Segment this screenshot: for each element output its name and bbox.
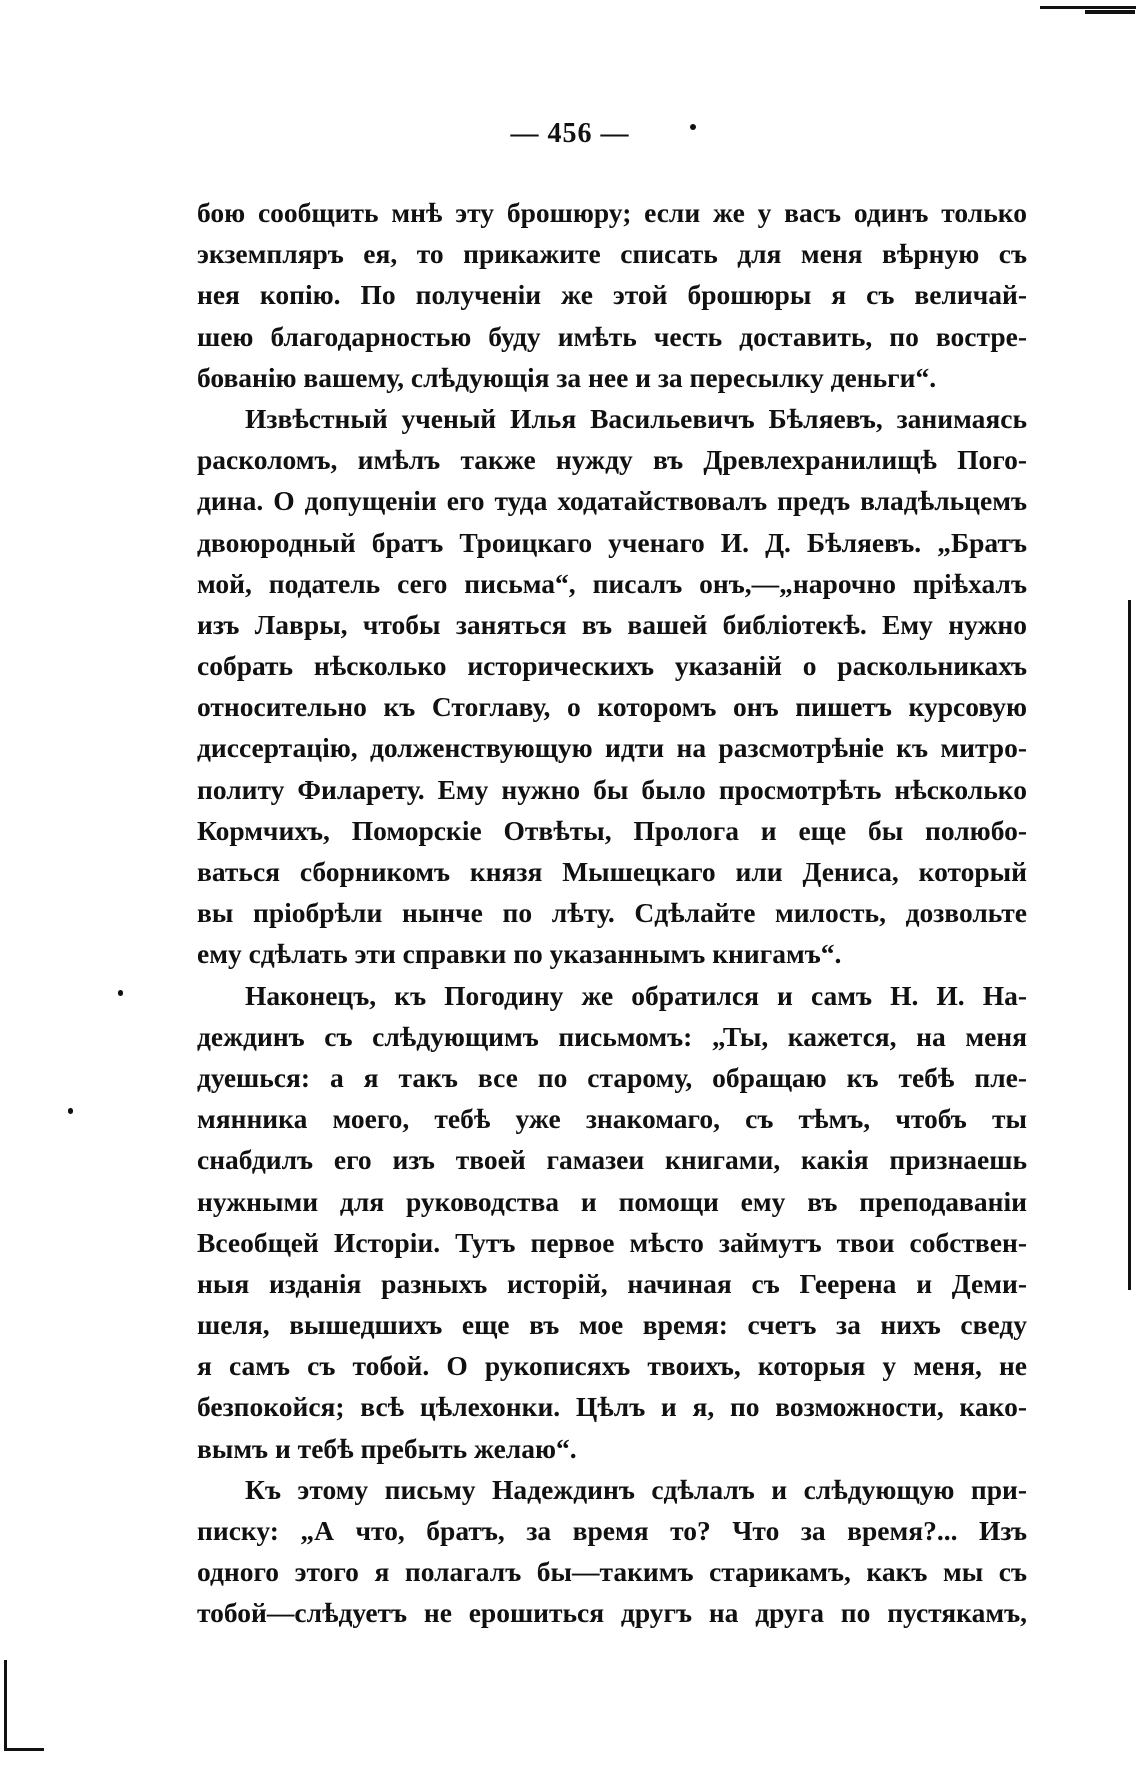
text-line: Наконецъ, къ Погодину же обратился и самъ Н. И. На- xyxy=(245,979,1027,1011)
text-line: безпокойся; всѣ цѣлехонки. Цѣлъ и я, по возможности, како- xyxy=(197,1391,1027,1423)
text-line: Къ этому письму Надеждинъ сдѣлалъ и слѣдующую при- xyxy=(245,1473,1027,1505)
text-line: тобой—слѣдуетъ не ерошиться другъ на друга по пустякамъ, xyxy=(197,1597,1027,1629)
text-line: ему сдѣлать эти справки по указаннымъ книгамъ“. xyxy=(197,938,842,970)
text-line: Извѣстный ученый Илья Васильевичъ Бѣляевъ, занимаясь xyxy=(245,402,1027,434)
text-line: расколомъ, имѣлъ также нужду въ Древлехранилищѣ Пого- xyxy=(197,444,1027,476)
text-line: Кормчихъ, Поморскіе Отвѣты, Пролога и еще бы полюбо- xyxy=(197,814,1027,846)
text-line: вымъ и тебѣ пребыть желаю“. xyxy=(197,1432,577,1464)
scan-dot xyxy=(68,1108,73,1114)
text-line: деждинъ съ слѣдующимъ письмомъ: „Ты, кажется, на меня xyxy=(197,1020,1027,1052)
text-line: относительно къ Стоглаву, о которомъ онъ пишетъ курсовую xyxy=(197,691,1027,723)
text-line: ныя изданія разныхъ исторій, начиная съ Геерена и Деми- xyxy=(197,1267,1027,1299)
text-line: Всеобщей Исторіи. Тутъ первое мѣсто займутъ твои собствен- xyxy=(197,1226,1027,1258)
text-line: писку: „А что, братъ, за время то? Что за время?... Изъ xyxy=(197,1515,1027,1546)
scan-dot xyxy=(118,990,123,996)
text-line: бою сообщить мнѣ эту брошюру; если же у васъ одинъ только xyxy=(197,197,1027,228)
text-line: бованію вашему, слѣдующія за нее и за пересылку деньги“. xyxy=(197,361,937,393)
text-line: дуешься: а я такъ все по старому, обращаю къ тебѣ пле- xyxy=(197,1061,1027,1093)
text-line: я самъ съ тобой. О рукописяхъ твоихъ, которыя у меня, не xyxy=(197,1350,1027,1382)
scan-edge-bottom-left-h xyxy=(4,1748,44,1751)
text-line: дина. О допущеніи его туда ходатайствовалъ предъ владѣльцемъ xyxy=(197,485,1027,517)
text-line: политу Филарету. Ему нужно бы было просмотрѣть нѣсколько xyxy=(197,773,1027,805)
text-line: мянника моего, тебѣ уже знакомаго, съ тѣмъ, чтобъ ты xyxy=(197,1103,1027,1135)
scan-edge-top-right xyxy=(1040,6,1136,9)
text-line: ваться сборникомъ князя Мышецкаго или Дениса, который xyxy=(197,856,1027,887)
scan-edge-right xyxy=(1128,600,1131,1290)
text-line: изъ Лавры, чтобы заняться въ вашей библіотекѣ. Ему нужно xyxy=(197,608,1027,640)
text-line: нужными для руководства и помощи ему въ преподаваніи xyxy=(197,1185,1027,1217)
text-line: снабдилъ его изъ твоей гамазеи книгами, какія признаешь xyxy=(197,1144,1027,1176)
body-text xyxy=(197,192,1027,1634)
text-line: экземпляръ ея, то прикажите списать для меня вѣрную съ xyxy=(197,238,1027,270)
text-line: собрать нѣсколько историческихъ указаній о раскольникахъ xyxy=(197,650,1027,682)
text-line: нея копію. По полученіи же этой брошюры я съ величай- xyxy=(197,279,1027,311)
text-line: одного этого я полагалъ бы—такимъ старикамъ, какъ мы съ xyxy=(197,1556,1027,1588)
text-line: вы пріобрѣли нынче по лѣту. Сдѣлайте милость, дозвольте xyxy=(197,897,1027,929)
scan-edge-bottom-left-v xyxy=(4,1660,7,1750)
text-line: двоюродный братъ Троицкаго ученаго И. Д. Бѣляевъ. „Братъ xyxy=(197,526,1027,558)
text-line: мой, податель сего письма“, писалъ онъ,—„нарочно пріѣхалъ xyxy=(197,567,1027,599)
text-line: шею благодарностью буду имѣть честь доставить, по востре- xyxy=(197,320,1027,352)
scan-dot xyxy=(690,124,696,130)
text-line: диссертацію, долженствующую идти на разсмотрѣніе къ митро- xyxy=(197,732,1027,764)
scan-edge-top-right-2 xyxy=(1085,10,1135,14)
page-number: — 456 — xyxy=(510,118,630,149)
text-line: шеля, вышедшихъ еще въ мое время: счетъ за нихъ сведу xyxy=(197,1309,1027,1341)
